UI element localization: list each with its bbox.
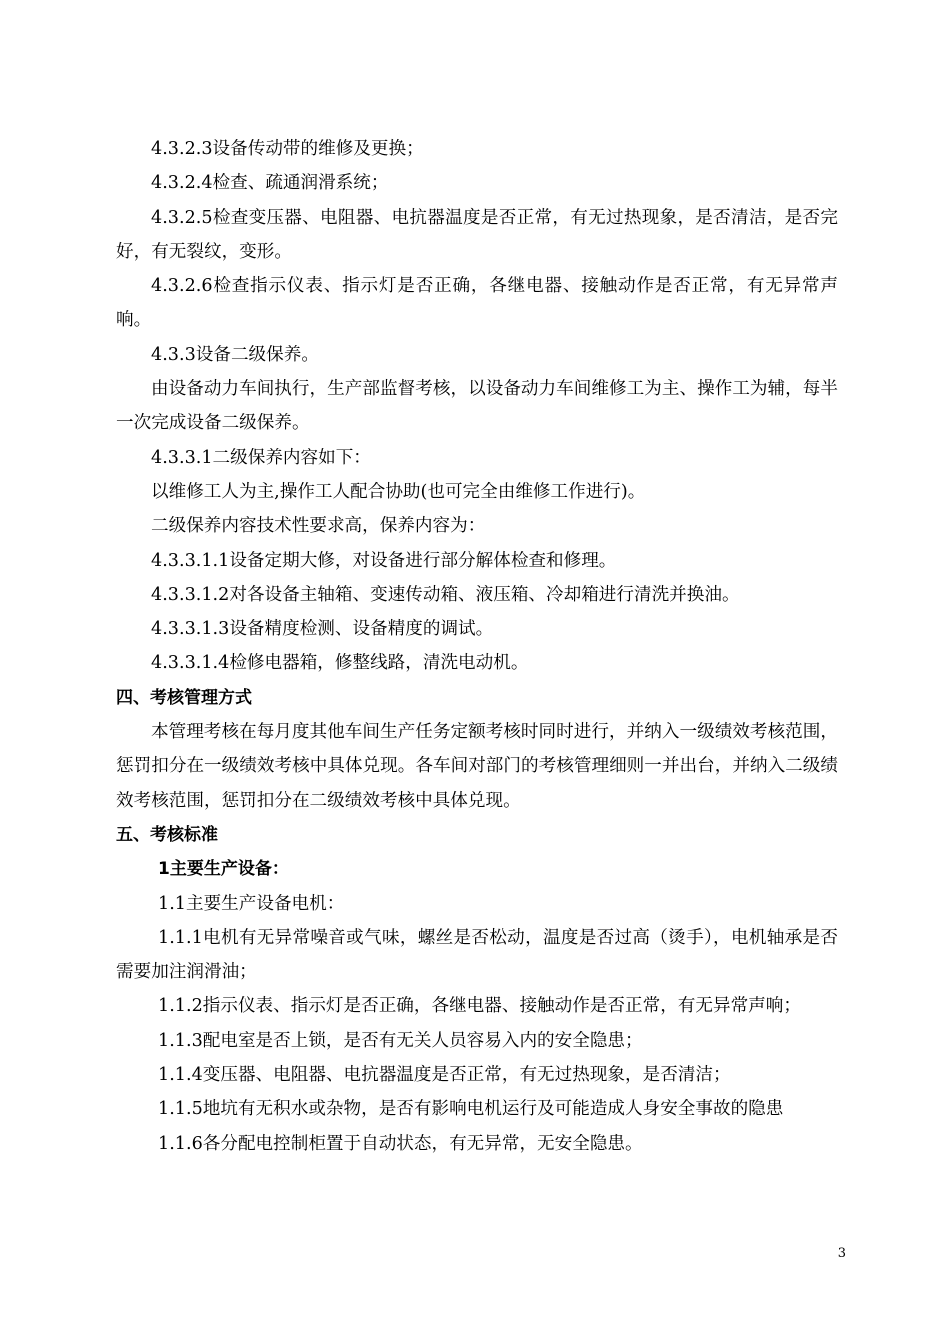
clause-4-3-3-1-3: 4.3.3.1.3设备精度检测、设备精度的调试。: [151, 619, 494, 640]
clause-1-1-1: 1.1.1电机有无异常噪音或气味，螺丝是否松动，温度是否过高（烫手），电机轴承是否需要加注润滑油；: [116, 927, 838, 983]
clause-4-3-2-3: 4.3.2.3设备传动带的维修及更换；: [151, 139, 424, 159]
subheading-main-equipment: 1主要生产设备：: [158, 859, 289, 880]
document-body: [116, 132, 838, 1161]
clause-4-3-3-1-2: 4.3.3.1.2对各设备主轴箱、变速传动箱、液压箱、冷却箱进行清洗并换油。: [151, 584, 740, 605]
clause-4-3-2-4: 4.3.2.4检查、疏通润滑系统；: [151, 173, 389, 194]
clause-4-3-3-1-intro: 二级保养内容技术性要求高，保养内容为：: [151, 516, 486, 537]
section-heading-4: 四、考核管理方式: [116, 687, 252, 708]
clause-4-3-3-1-4: 4.3.3.1.4检修电器箱，修整线路，清洗电动机。: [151, 653, 529, 674]
clause-4-3-2-5: 4.3.2.5检查变压器、电阻器、电抗器温度是否正常，有无过热现象，是否清洁，是否完好，有无裂纹，变形。: [116, 207, 838, 262]
page-number: 3: [837, 1246, 846, 1261]
clause-1-1-2: 1.1.2指示仪表、指示灯是否正确，各继电器、接触动作是否正常，有无异常声响；: [158, 996, 801, 1017]
clause-4-3-3-1: 4.3.3.1二级保养内容如下：: [151, 447, 371, 468]
section-heading-5: 五、考核标准: [116, 824, 218, 845]
clause-1-1-5: 1.1.5地坑有无积水或杂物，是否有影响电机运行及可能造成人身安全事故的隐患: [158, 1099, 784, 1120]
clause-4-3-3: 4.3.3设备二级保养。: [151, 344, 319, 365]
clause-4-3-3-body: 由设备动力车间执行，生产部监督考核，以设备动力车间维修工为主、操作工为辅，每半一次完成设备二级保养。: [116, 379, 838, 434]
clause-1-1-3: 1.1.3配电室是否上锁，是否有无关人员容易入内的安全隐患；: [158, 1030, 643, 1051]
clause-4-3-3-1-1: 4.3.3.1.1设备定期大修，对设备进行部分解体检查和修理。: [151, 550, 617, 571]
clause-1-1-4: 1.1.4变压器、电阻器、电抗器温度是否正常，有无过热现象，是否清洁；: [158, 1065, 731, 1086]
clause-1-1: 1.1主要生产设备电机：: [158, 893, 345, 914]
clause-1-1-6: 1.1.6各分配电控制柜置于自动状态，有无异常，无安全隐患。: [158, 1133, 643, 1154]
clause-4-3-3-1-note: 以维修工人为主,操作工人配合协助(也可完全由维修工作进行)。: [151, 481, 646, 502]
clause-4-3-2-6: 4.3.2.6检查指示仪表、指示灯是否正确，各继电器、接触动作是否正常，有无异常声响。: [116, 276, 838, 331]
section-4-body: 本管理考核在每月度其他车间生产任务定额考核时同时进行，并纳入一级绩效考核范围，惩罚扣分在一级绩效考核中具体兑现。各车间对部门的考核管理细则一并出台，并纳入二级绩效考核范围，惩罚扣分在二级绩效考核中具体兑现。: [116, 722, 838, 811]
